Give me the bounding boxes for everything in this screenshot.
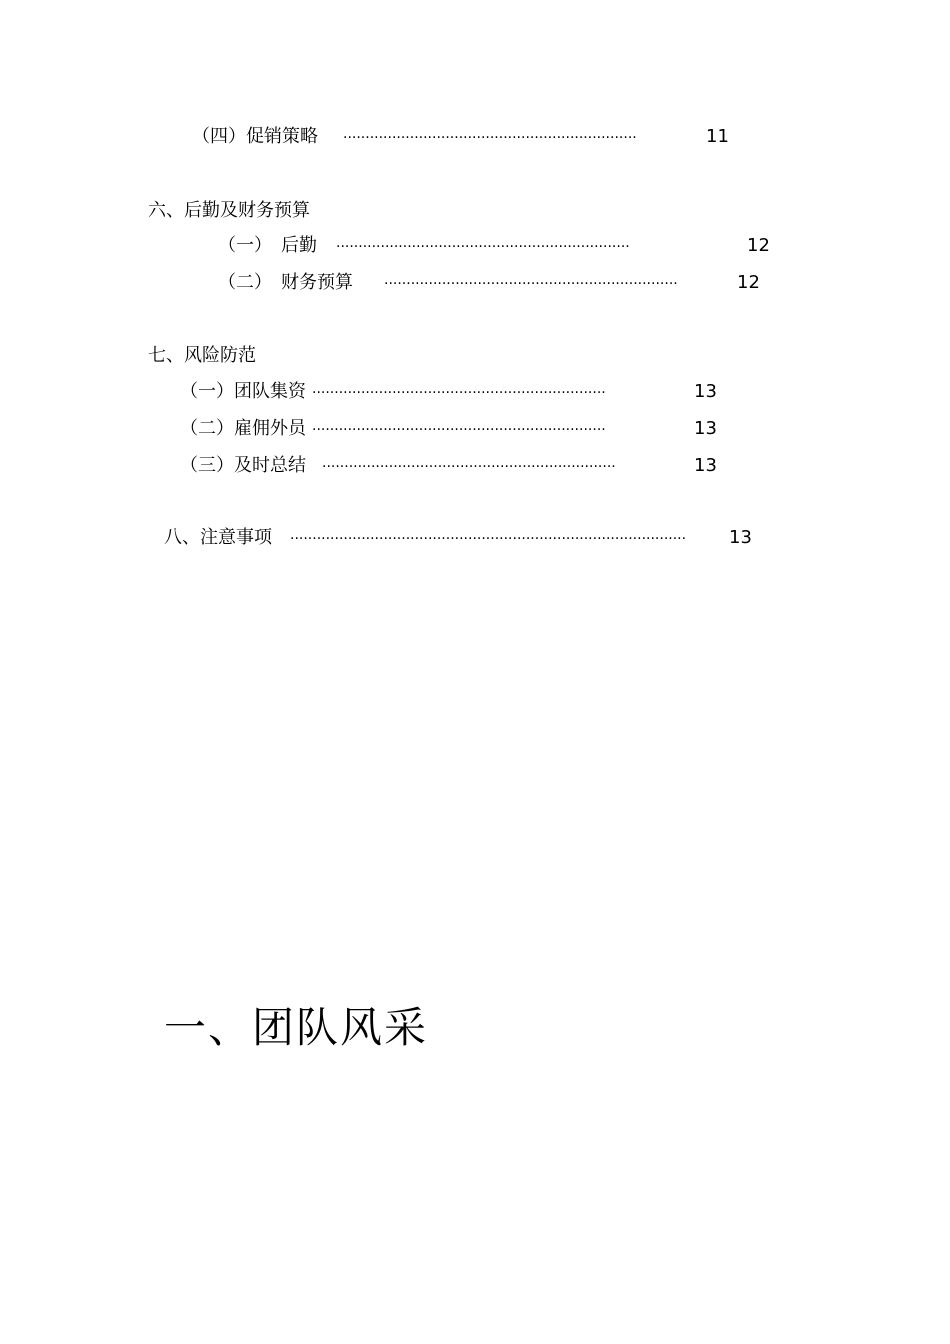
toc-label: （一）团队集资 <box>180 381 306 402</box>
toc-entry-financial-budget[interactable] <box>218 271 353 295</box>
toc-label: 六、后勤及财务预算 <box>148 200 310 221</box>
toc-page-number: 12 <box>737 272 760 293</box>
toc-leader-dots: ·································································· <box>322 459 616 475</box>
toc-leader-dots: ·································································· <box>384 276 678 292</box>
toc-entry-timely-summary[interactable] <box>180 454 306 478</box>
toc-entry-hire-staff[interactable] <box>180 417 306 441</box>
toc-entry-logistics[interactable] <box>218 234 317 258</box>
toc-label: 八、注意事项 <box>164 527 272 548</box>
toc-leader-dots: ·································································· <box>336 239 630 255</box>
toc-entry-logistics-budget[interactable] <box>148 199 310 223</box>
section-heading: 一、团队风采 <box>164 1003 429 1052</box>
toc-page-number: 13 <box>694 381 717 402</box>
toc-leader-dots: ·································································· <box>312 422 606 438</box>
toc-page-number: 12 <box>747 235 770 256</box>
toc-leader-dots: ························································································· <box>290 531 687 547</box>
toc-entry-team-fundraising[interactable] <box>180 380 306 404</box>
toc-entry-risk-prevention[interactable] <box>148 344 256 368</box>
toc-entry-notes[interactable] <box>164 526 272 550</box>
toc-label: （一） 后勤 <box>218 235 317 256</box>
toc-page-number: 13 <box>694 418 717 439</box>
toc-page-number: 13 <box>694 455 717 476</box>
toc-label: 七、风险防范 <box>148 345 256 366</box>
toc-label: （二）雇佣外员 <box>180 418 306 439</box>
toc-entry-promotion-strategy[interactable] <box>192 125 318 149</box>
toc-label: （三）及时总结 <box>180 455 306 476</box>
toc-label: （四）促销策略 <box>192 126 318 147</box>
toc-leader-dots: ·································································· <box>312 385 606 401</box>
toc-leader-dots: ·································································· <box>343 130 637 146</box>
toc-page-number: 11 <box>706 126 729 147</box>
toc-label: （二） 财务预算 <box>218 272 353 293</box>
toc-page-number: 13 <box>729 527 752 548</box>
